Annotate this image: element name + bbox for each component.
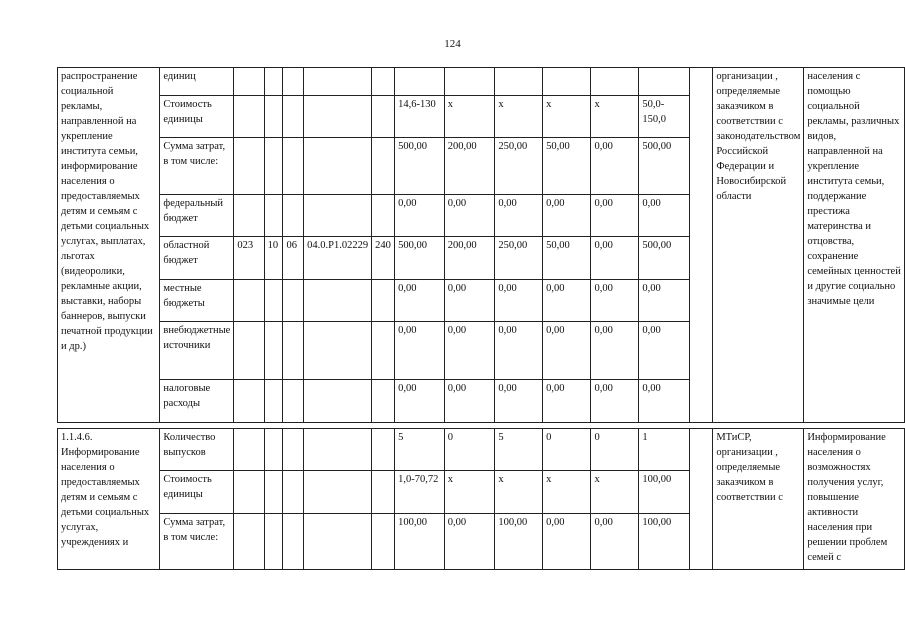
grbs-cell <box>234 322 264 380</box>
executor-cell: организации , определяемые заказчиком в соответствии с законодательством Российской Федерации и Новосибирской области <box>713 68 804 423</box>
value-cell: 1,0-70,72 <box>395 471 445 514</box>
value-cell <box>495 68 543 96</box>
pr-cell <box>283 514 304 570</box>
vr-cell <box>372 514 395 570</box>
indicator-label-cell: единиц <box>160 68 234 96</box>
expected-result-cell: населения с помощью социальной рекламы, различных видов, направленной на укрепление института семьи, поддержание престижа материнства и отцовства, сохранение семейных ценностей и другие социально значимые цели <box>804 68 905 423</box>
rz-cell: 10 <box>264 237 283 280</box>
vr-cell <box>372 195 395 237</box>
pr-cell <box>283 429 304 471</box>
pr-cell <box>283 195 304 237</box>
indicator-label-cell: Сумма затрат, в том числе: <box>160 514 234 570</box>
rz-cell <box>264 514 283 570</box>
program-activities-table <box>57 67 905 570</box>
value-cell: 0,00 <box>444 280 495 322</box>
pr-cell <box>283 322 304 380</box>
vr-cell <box>372 68 395 96</box>
value-cell: 500,00 <box>395 138 445 195</box>
pr-cell: 06 <box>283 237 304 280</box>
grbs-cell <box>234 195 264 237</box>
csr-cell: 04.0.Р1.02229 <box>304 237 372 280</box>
rz-cell <box>264 280 283 322</box>
value-cell: 0,00 <box>543 195 591 237</box>
pr-cell <box>283 96 304 138</box>
value-cell: 0,00 <box>444 322 495 380</box>
value-cell: 0,00 <box>591 237 639 280</box>
value-cell: 0,00 <box>543 380 591 423</box>
value-cell: 100,00 <box>495 514 543 570</box>
pr-cell <box>283 68 304 96</box>
value-cell <box>543 68 591 96</box>
value-cell: 0,00 <box>639 195 690 237</box>
rz-cell <box>264 68 283 96</box>
indicator-label-cell: Стоимость единицы <box>160 96 234 138</box>
value-cell: 0,00 <box>444 380 495 423</box>
value-cell: х <box>591 471 639 514</box>
vr-cell <box>372 96 395 138</box>
value-cell: 0,00 <box>591 138 639 195</box>
indicator-label-cell: местные бюджеты <box>160 280 234 322</box>
value-cell: х <box>591 96 639 138</box>
value-cell: 200,00 <box>444 237 495 280</box>
value-cell: 0,00 <box>639 380 690 423</box>
value-cell <box>591 68 639 96</box>
value-cell: 0,00 <box>543 514 591 570</box>
value-cell <box>639 68 690 96</box>
value-cell: 200,00 <box>444 138 495 195</box>
csr-cell <box>304 138 372 195</box>
csr-cell <box>304 280 372 322</box>
vr-cell <box>372 429 395 471</box>
value-cell: х <box>543 96 591 138</box>
grbs-cell <box>234 514 264 570</box>
grbs-cell <box>234 471 264 514</box>
value-cell: 500,00 <box>395 237 445 280</box>
csr-cell <box>304 68 372 96</box>
vr-cell <box>372 280 395 322</box>
value-cell: х <box>495 471 543 514</box>
executor-cell: МТиСР, организации , определяемые заказчиком в соответствии с <box>713 429 804 570</box>
rz-cell <box>264 429 283 471</box>
csr-cell <box>304 195 372 237</box>
value-cell: 100,00 <box>395 514 445 570</box>
value-cell: 250,00 <box>495 138 543 195</box>
value-cell: 5 <box>395 429 445 471</box>
csr-cell <box>304 514 372 570</box>
value-cell: 0,00 <box>591 380 639 423</box>
value-cell: 0,00 <box>495 380 543 423</box>
value-cell: 0,00 <box>543 322 591 380</box>
value-cell: 5 <box>495 429 543 471</box>
csr-cell <box>304 322 372 380</box>
value-cell: 0 <box>591 429 639 471</box>
value-cell: х <box>444 471 495 514</box>
csr-cell <box>304 429 372 471</box>
activity-name-cell: 1.1.4.6. Информирование населения о предоставляемых детям и семьям с детьми социальных услугах, учреждениях и <box>58 429 160 570</box>
grbs-cell <box>234 138 264 195</box>
value-cell: 0,00 <box>639 280 690 322</box>
grbs-cell <box>234 429 264 471</box>
grbs-cell <box>234 68 264 96</box>
empty-column-cell <box>689 429 712 570</box>
value-cell: 0 <box>543 429 591 471</box>
value-cell: х <box>543 471 591 514</box>
value-cell <box>444 68 495 96</box>
value-cell: 0,00 <box>639 322 690 380</box>
value-cell: 0,00 <box>495 280 543 322</box>
rz-cell <box>264 96 283 138</box>
indicator-label-cell: областной бюджет <box>160 237 234 280</box>
csr-cell <box>304 471 372 514</box>
vr-cell <box>372 322 395 380</box>
rz-cell <box>264 195 283 237</box>
value-cell: 100,00 <box>639 471 690 514</box>
value-cell: 14,6-130 <box>395 96 445 138</box>
vr-cell <box>372 138 395 195</box>
value-cell: 500,00 <box>639 138 690 195</box>
value-cell: 0,00 <box>395 280 445 322</box>
value-cell: 0,00 <box>495 322 543 380</box>
grbs-cell <box>234 380 264 423</box>
value-cell: 0 <box>444 429 495 471</box>
table-row <box>58 429 905 471</box>
value-cell: х <box>495 96 543 138</box>
value-cell: 0,00 <box>444 195 495 237</box>
vr-cell: 240 <box>372 237 395 280</box>
value-cell: 50,00 <box>543 237 591 280</box>
pr-cell <box>283 280 304 322</box>
indicator-label-cell: Стоимость единицы <box>160 471 234 514</box>
pr-cell <box>283 471 304 514</box>
indicator-label-cell: налоговые расходы <box>160 380 234 423</box>
rz-cell <box>264 471 283 514</box>
table-body <box>58 68 905 570</box>
pr-cell <box>283 380 304 423</box>
grbs-cell: 023 <box>234 237 264 280</box>
grbs-cell <box>234 96 264 138</box>
value-cell: 50,0-150,0 <box>639 96 690 138</box>
empty-column-cell <box>689 68 712 423</box>
csr-cell <box>304 380 372 423</box>
value-cell: 0,00 <box>591 280 639 322</box>
value-cell: 0,00 <box>395 322 445 380</box>
value-cell: 0,00 <box>591 322 639 380</box>
rz-cell <box>264 380 283 423</box>
value-cell <box>395 68 445 96</box>
value-cell: 500,00 <box>639 237 690 280</box>
value-cell: 0,00 <box>444 514 495 570</box>
rz-cell <box>264 322 283 380</box>
value-cell: 0,00 <box>495 195 543 237</box>
indicator-label-cell: федеральный бюджет <box>160 195 234 237</box>
activity-name-cell: распространение социальной рекламы, направленной на укрепление института семьи, информирование населения о предоставляемых детям и семьям с детьми социальных услугах, выплатах, льготах (видеоролики, рекламные акции, выставки, наборы баннеров, выпуски печатной продукции и др.) <box>58 68 160 423</box>
value-cell: 0,00 <box>591 195 639 237</box>
value-cell: 250,00 <box>495 237 543 280</box>
page-number: 124 <box>444 38 461 50</box>
value-cell: 1 <box>639 429 690 471</box>
value-cell: 0,00 <box>591 514 639 570</box>
pr-cell <box>283 138 304 195</box>
indicator-label-cell: Сумма затрат, в том числе: <box>160 138 234 195</box>
value-cell: 0,00 <box>395 380 445 423</box>
value-cell: 0,00 <box>395 195 445 237</box>
vr-cell <box>372 380 395 423</box>
vr-cell <box>372 471 395 514</box>
indicator-label-cell: Количество выпусков <box>160 429 234 471</box>
value-cell: 50,00 <box>543 138 591 195</box>
value-cell: х <box>444 96 495 138</box>
table-row <box>58 68 905 96</box>
indicator-label-cell: внебюджетные источники <box>160 322 234 380</box>
value-cell: 0,00 <box>543 280 591 322</box>
rz-cell <box>264 138 283 195</box>
grbs-cell <box>234 280 264 322</box>
expected-result-cell: Информирование населения о возможностях получения услуг, повышение активности населения при решении проблем семей с <box>804 429 905 570</box>
value-cell: 100,00 <box>639 514 690 570</box>
csr-cell <box>304 96 372 138</box>
